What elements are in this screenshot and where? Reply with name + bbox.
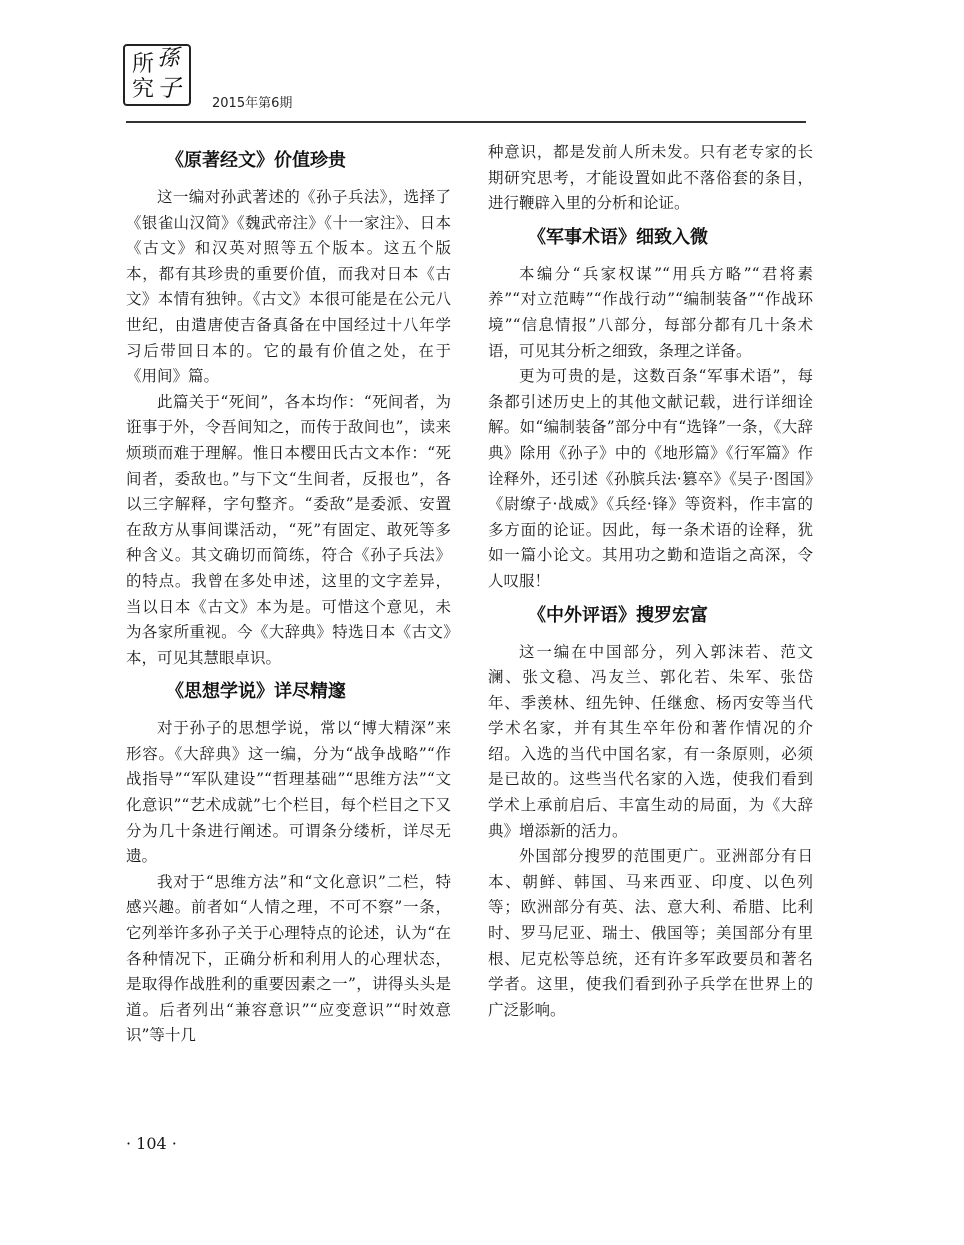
left-column: [126, 140, 451, 1049]
paragraph: 这一编在中国部分，列入郭沫若、范文澜、张文稳、冯友兰、郭化若、朱军、张岱年、季羡林、纽先钟、任继愈、杨丙安等当代学术名家，并有其生卒年份和著作情况的介绍。入选的当代中国名家，有一条原则，必须是已故的。这些当代名家的入选，使我们看到学术上承前启后、丰富生动的局面，为《大辞典》增添新的活力。: [488, 642, 813, 840]
right-column: [488, 140, 813, 1023]
section-heading: 《军事术语》细致入微: [528, 226, 708, 248]
paragraph: 本编分“兵家权谋”“用兵方略”“君将素养”“对立范畴”“作战行动”“编制装备”“作战环境”“信息情报”八部分，每部分都有几十条术语，可见其分析之细致，条理之详备。: [488, 264, 813, 360]
paragraph: 对于孙子的思想学说，常以“博大精深”来形容。《大辞典》这一编，分为“战争战略”“作战指导”“军队建设”“哲理基础”“思维方法”“文化意识”“艺术成就”七个栏目，每个栏目之下又分为几十条进行阐述。可谓条分缕析，详尽无遗。: [126, 719, 451, 866]
page-number: · 104 ·: [126, 1134, 177, 1153]
paragraph: 更为可贵的是，这数百条“军事术语”，每条都引述历史上的其他文献记载，进行详细诠解。如“编制装备”部分中有“选锋”一条，《大辞典》除用《孙子》中的《地形篇》《行军篇》作诠释外，还引述《孙膑兵法·篡卒》《吴子·图国》《尉缭子·战威》《兵经·锋》等资料，作丰富的多方面的论证。因此，每一条术语的诠释，犹如一篇小论文。其用功之勤和造诣之高深，令人叹服！: [488, 367, 813, 590]
logo-char: 孫: [157, 46, 180, 71]
section-heading: 《中外评语》搜罗宏富: [528, 604, 708, 626]
logo-char: 子: [157, 74, 181, 102]
header-rule: [126, 121, 806, 123]
logo-char: 所: [132, 52, 155, 77]
issue-label: 2015年第6期: [212, 96, 293, 111]
section-heading: 《原著经文》价值珍贵: [166, 150, 346, 171]
journal-logo: [123, 44, 191, 106]
paragraph: 此篇关于“死间”，各本均作：“死间者，为诳事于外，令吾间知之，而传于敌间也”，读来烦琐而难于理解。惟日本樱田氏古文本作：“死间者，委敌也。”与下文“生间者，反报也”，各以三字解释，字句整齐。“委敌”是委派、安置在敌方从事间谍活动，“死”有固定、敢死等多种含义。其文确切而简练，符合《孙子兵法》的特点。我曾在多处申述，这里的文字差异，当以日本《古文》本为是。可惜这个意见，未为各家所重视。今《大辞典》特选日本《古文》本，可见其慧眼卓识。: [126, 392, 451, 667]
paragraph: 外国部分搜罗的范围更广。亚洲部分有日本、朝鲜、韩国、马来西亚、印度、以色列等；欧洲部分有英、法、意大利、希腊、比利时、罗马尼亚、瑞士、俄国等；美国部分有里根、尼克松等总统，还有许多军政要员和著名学者。这里，使我们看到孙子兵学在世界上的广泛影响。: [488, 847, 813, 1019]
paragraph: 这一编对孙武著述的《孙子兵法》，选择了《银雀山汉简》《魏武帝注》《十一家注》、日本《古文》和汉英对照等五个版本。这五个版本，都有其珍贵的重要价值，而我对日本《古文》本情有独钟。《古文》本很可能是在公元八世纪，由遣唐使吉备真备在中国经过十八年学习后带回日本的。它的最有价值之处，在于《用间》篇。: [126, 188, 451, 386]
logo-char: 究: [132, 77, 155, 102]
paragraph: 我对于“思维方法”和“文化意识”二栏，特感兴趣。前者如“人情之理，不可不察”一条，它列举许多孙子关于心理特点的论述，认为“在各种情况下，正确分析和利用人的心理状态，是取得作战胜利的重要因素之一”，讲得头头是道。后者列出“兼容意识”“应变意识”“时效意识”等十几: [126, 872, 451, 1045]
paragraph-continued: 种意识，都是发前人所未发。只有老专家的长期研究思考，才能设置如此不落俗套的条目，进行鞭辟入里的分析和论证。: [488, 143, 813, 213]
section-heading: 《思想学说》详尽精邃: [166, 681, 346, 703]
